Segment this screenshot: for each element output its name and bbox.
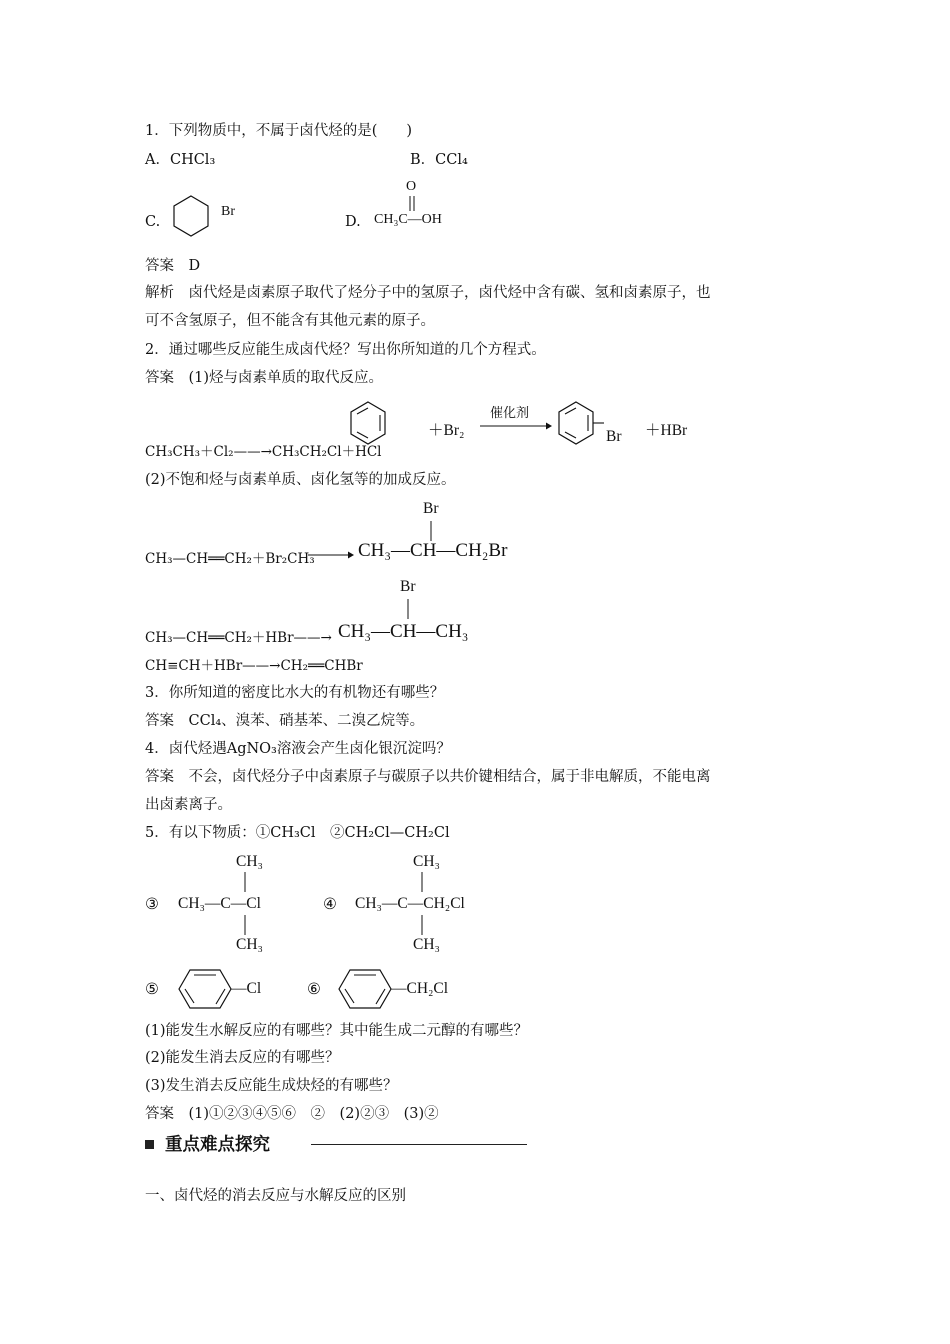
substance-4-main: CH₃—C—CH₂Cl (355, 895, 465, 912)
q1-option-d-oxygen: O (406, 179, 417, 194)
q4-answer-line1: 答案 不会，卤代烃分子中卤素原子与碳原子以共价键相结合，属于非电解质，不能电离 (145, 769, 711, 785)
q3-answer: 答案 CCl₄、溴苯、硝基苯、二溴乙烷等。 (145, 713, 425, 729)
section-item-1: 一、卤代烃的消去反应与水解反应的区别 (145, 1188, 406, 1204)
eq3-br-substituent: Br (400, 578, 416, 595)
section-heading (145, 1133, 535, 1157)
plus-hbr: ＋HBr (645, 422, 688, 439)
q1-analysis-line1: 解析 卤代烃是卤素原子取代了烃分子中的氢原子，卤代烃中含有碳、氢和卤素原子，也 (145, 285, 711, 301)
q2-equation-propene-br2: CH₃—CH══CH₂＋Br₂CH₃ (145, 551, 315, 567)
q2-answer-part2: (2)不饱和烃与卤素单质、卤化氢等的加成反应。 (145, 472, 456, 488)
substance-3-top: CH₃ (236, 853, 263, 870)
q1-option-c-label: C. (145, 214, 161, 230)
eq2-product: CH₃—CH—CH₂Br (358, 540, 508, 561)
benzyl-chloride-ring (336, 967, 398, 1013)
section-rule (311, 1144, 527, 1145)
section-title: 重点难点探究 (165, 1135, 270, 1155)
q5-subquestion-1: (1)能发生水解反应的有哪些？其中能生成二元醇的有哪些？ (145, 1023, 529, 1039)
q4-question: 4．卤代烃遇AgNO₃溶液会产生卤化银沉淀吗？ (145, 741, 451, 757)
substance-3-bottom: CH₃ (236, 936, 263, 953)
q2-equation-ethane: CH₃CH₃＋Cl₂——→CH₃CH₂Cl＋HCl (145, 444, 382, 460)
eq3-vertical-bond (407, 599, 411, 621)
carbonyl-double-bond (408, 196, 418, 212)
q1-option-b: B．CCl₄ (410, 152, 468, 168)
q2-equation-acetylene: CH≡CH＋HBr——→CH₂══CHBr (145, 658, 363, 674)
substance-6-number: ⑥ (307, 981, 321, 998)
substance-4-bottom: CH₃ (413, 936, 440, 953)
eq2-br-substituent: Br (423, 500, 439, 517)
substance-4-top: CH₃ (413, 853, 440, 870)
q1-question: 1．下列物质中，不属于卤代烃的是( ) (145, 123, 413, 139)
q1-answer: 答案 D (145, 258, 201, 274)
q2-question: 2．通过哪些反应能生成卤代烃？写出你所知道的几个方程式。 (145, 342, 546, 358)
substance-5-substituent: —Cl (231, 980, 262, 997)
substance-4-number: ④ (323, 896, 337, 913)
chlorobenzene-ring (176, 967, 238, 1013)
q5-question: 5．有以下物质：①CH₃Cl ②CH₂Cl—CH₂Cl (145, 825, 450, 841)
eq2-arrow (308, 550, 354, 560)
q2-equation-propene-hbr: CH₃—CH══CH₂＋HBr——→ (145, 630, 332, 646)
reaction-arrow (480, 421, 552, 431)
q1-option-d-label: D. (345, 214, 361, 230)
substance-3-main: CH₃—C—Cl (178, 895, 261, 912)
substance-5-number: ⑤ (145, 981, 159, 998)
q1-option-d-formula: CH₃C—OH (374, 212, 442, 227)
catalyst-label: 催化剂 (490, 406, 530, 421)
q1-option-c-br: Br (221, 204, 235, 219)
section-bullet-square (145, 1140, 154, 1149)
bromobenzene-ring (556, 400, 606, 450)
q4-answer-line2: 出卤素离子。 (145, 797, 232, 813)
q1-analysis-line2: 可不含氢原子，但不能含有其他元素的原子。 (145, 313, 435, 329)
q3-question: 3．你所知道的密度比水大的有机物还有哪些？ (145, 685, 445, 701)
q2-answer-part1: 答案 (1)烃与卤素单质的取代反应。 (145, 370, 384, 386)
q5-subquestion-3: (3)发生消去反应能生成炔烃的有哪些？ (145, 1078, 398, 1094)
eq3-product: CH₃—CH—CH₃ (338, 621, 469, 642)
bromobenzene-br: Br (606, 428, 622, 445)
q5-subquestion-2: (2)能发生消去反应的有哪些？ (145, 1050, 340, 1066)
substance-6-substituent: —CH₂Cl (391, 980, 449, 997)
q1-option-a: A．CHCl₃ (145, 152, 216, 168)
cyclohexyl-bromide-structure (170, 193, 220, 245)
plus-bromine: ＋Br₂ (428, 422, 465, 439)
q5-answer: 答案 (1)①②③④⑤⑥ ② (2)②③ (3)② (145, 1106, 439, 1122)
substance-3-number: ③ (145, 896, 159, 913)
